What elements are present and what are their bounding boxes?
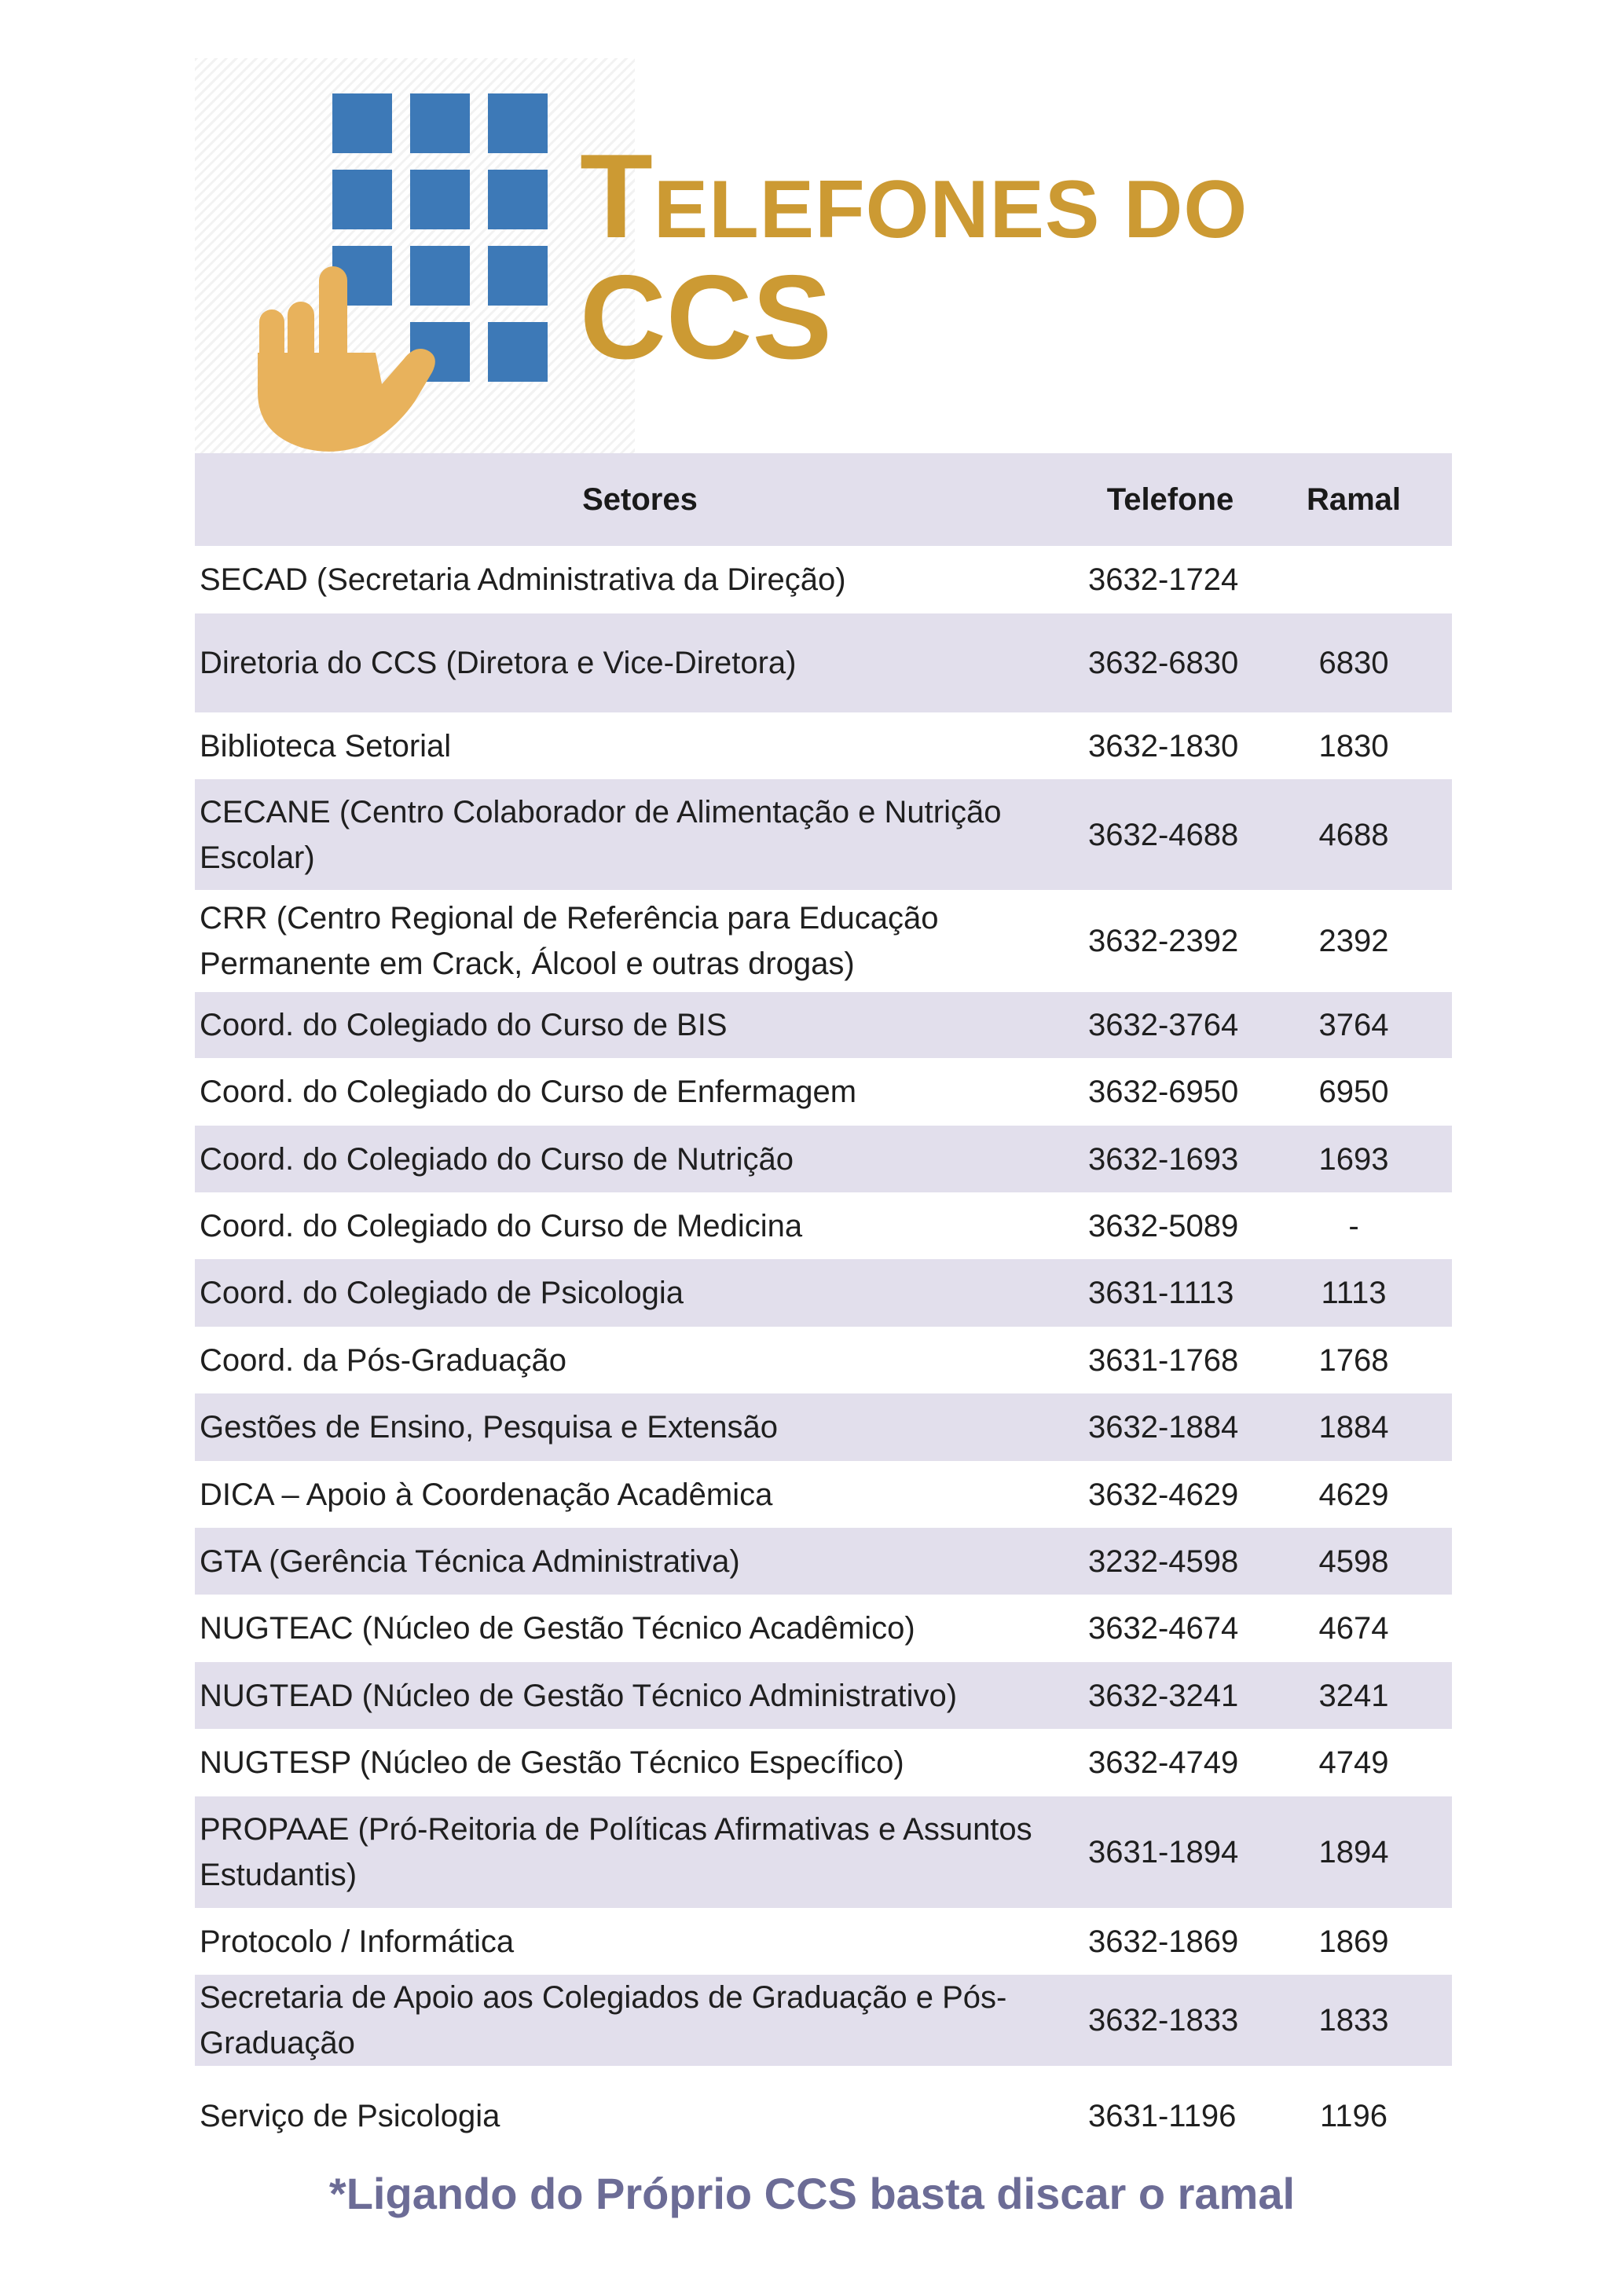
ramal-cell: 3764 bbox=[1256, 992, 1452, 1058]
ramal-cell: 6950 bbox=[1318, 1075, 1389, 1109]
setor-cell: PROPAAE (Pró-Reitoria de Políticas Afirmativas e Assuntos Estudantis) bbox=[195, 1796, 1085, 1908]
ramal-cell: 6830 bbox=[1256, 613, 1452, 712]
table-row bbox=[195, 1259, 1452, 1327]
title-initial: T bbox=[580, 130, 654, 263]
table-row bbox=[195, 546, 1452, 613]
setor-cell: Gestões de Ensino, Pesquisa e Extensão bbox=[195, 1393, 1085, 1461]
setor-cell: Coord. do Colegiado de Psicologia bbox=[195, 1259, 1085, 1327]
title-line-1 bbox=[580, 130, 1248, 263]
table-row bbox=[195, 1796, 1452, 1908]
ramal-cell: 4749 bbox=[1318, 1745, 1389, 1780]
ramal-cell: 1869 bbox=[1318, 1924, 1389, 1959]
telefone-cell: 3632-1869 bbox=[1088, 1924, 1239, 1959]
table-row bbox=[195, 1126, 1452, 1192]
table-row bbox=[195, 1327, 1452, 1393]
table-row bbox=[195, 779, 1452, 890]
setor-cell: Coord. do Colegiado do Curso de Nutrição bbox=[195, 1126, 1085, 1192]
table-row bbox=[195, 1975, 1452, 2066]
telefone-cell: 3632-4674 bbox=[1088, 1611, 1239, 1646]
telefone-cell: 3632-4749 bbox=[1088, 1745, 1239, 1780]
telefone-cell: 3631-1894 bbox=[1085, 1796, 1256, 1908]
setor-cell: NUGTEAC (Núcleo de Gestão Técnico Acadêmico) bbox=[200, 1611, 915, 1646]
table-row bbox=[195, 1192, 1452, 1259]
table-row bbox=[195, 1595, 1452, 1662]
setor-cell: Coord. da Pós-Graduação bbox=[200, 1342, 566, 1378]
setor-cell: CRR (Centro Regional de Referência para Educação Permanente em Crack, Álcool e outras drogas) bbox=[200, 901, 939, 981]
setor-cell: Biblioteca Setorial bbox=[200, 728, 452, 764]
ramal-cell: 2392 bbox=[1318, 924, 1389, 958]
ramal-cell: 1693 bbox=[1256, 1126, 1452, 1192]
ramal-cell: 4629 bbox=[1318, 1477, 1389, 1512]
setor-cell: Coord. do Colegiado do Curso de Medicina bbox=[200, 1208, 803, 1243]
setor-cell: Diretoria do CCS (Diretora e Vice-Diretora) bbox=[195, 613, 1085, 712]
page-title bbox=[580, 130, 1248, 384]
table-row bbox=[195, 1058, 1452, 1126]
ramal-cell: 1884 bbox=[1256, 1393, 1452, 1461]
telefone-cell: 3631-1768 bbox=[1088, 1342, 1239, 1378]
telefone-cell: 3632-1833 bbox=[1085, 1975, 1256, 2066]
telefone-cell: 3632-1830 bbox=[1088, 728, 1239, 764]
setor-cell: Serviço de Psicologia bbox=[200, 2098, 500, 2133]
table-row bbox=[195, 890, 1452, 992]
header-telefone: Telefone bbox=[1085, 453, 1256, 546]
table-row bbox=[195, 992, 1452, 1058]
setor-cell: SECAD (Secretaria Administrativa da Direção) bbox=[200, 562, 846, 597]
telefone-cell: 3631-1113 bbox=[1085, 1259, 1256, 1327]
telefone-cell: 3631-1196 bbox=[1088, 2098, 1237, 2133]
telefone-cell: 3632-5089 bbox=[1088, 1208, 1239, 1243]
table-row bbox=[195, 1729, 1452, 1796]
ramal-cell bbox=[1256, 546, 1452, 613]
table-row bbox=[195, 1461, 1452, 1528]
setor-cell: DICA – Apoio à Coordenação Acadêmica bbox=[200, 1477, 773, 1512]
ramal-cell: 3241 bbox=[1256, 1662, 1452, 1729]
ramal-cell: 4674 bbox=[1318, 1611, 1389, 1646]
setor-cell: Coord. do Colegiado do Curso de Enfermagem bbox=[200, 1075, 857, 1109]
telefone-cell: 3632-1724 bbox=[1088, 562, 1239, 597]
ramal-cell: - bbox=[1348, 1208, 1359, 1243]
telefone-cell: 3632-6830 bbox=[1085, 613, 1256, 712]
telefone-cell: 3632-4688 bbox=[1085, 779, 1256, 890]
table-row bbox=[195, 1393, 1452, 1461]
setor-cell: CECANE (Centro Colaborador de Alimentação e Nutrição Escolar) bbox=[195, 779, 1085, 890]
ramal-cell: 1196 bbox=[1319, 2098, 1388, 2133]
telefone-cell: 3632-4629 bbox=[1088, 1477, 1239, 1512]
title-line-1-rest: ELEFONES DO bbox=[653, 164, 1248, 255]
header bbox=[195, 58, 1452, 467]
header-ramal: Ramal bbox=[1256, 453, 1452, 546]
telefone-cell: 3232-4598 bbox=[1085, 1528, 1256, 1595]
pointing-hand-icon bbox=[258, 266, 438, 455]
phone-directory-table bbox=[195, 453, 1452, 2166]
header-setores: Setores bbox=[195, 453, 1085, 546]
ramal-cell: 1833 bbox=[1256, 1975, 1452, 2066]
telefone-cell: 3632-3764 bbox=[1085, 992, 1256, 1058]
telefone-cell: 3632-2392 bbox=[1088, 924, 1239, 958]
ramal-cell: 1113 bbox=[1256, 1259, 1452, 1327]
setor-cell: GTA (Gerência Técnica Administrativa) bbox=[195, 1528, 1085, 1595]
ramal-cell: 4688 bbox=[1256, 779, 1452, 890]
table-row bbox=[195, 2066, 1452, 2166]
table-row bbox=[195, 712, 1452, 779]
table-row bbox=[195, 613, 1452, 712]
telefone-cell: 3632-6950 bbox=[1088, 1075, 1239, 1109]
telefone-cell: 3632-1884 bbox=[1085, 1393, 1256, 1461]
setor-cell: Secretaria de Apoio aos Colegiados de Graduação e Pós-Graduação bbox=[195, 1975, 1085, 2066]
table-row bbox=[195, 1662, 1452, 1729]
title-line-2: CCS bbox=[580, 251, 832, 384]
telefone-cell: 3632-3241 bbox=[1085, 1662, 1256, 1729]
table-row bbox=[195, 1528, 1452, 1595]
ramal-cell: 4598 bbox=[1256, 1528, 1452, 1595]
setor-cell: NUGTEAD (Núcleo de Gestão Técnico Administrativo) bbox=[195, 1662, 1085, 1729]
ramal-cell: 1830 bbox=[1318, 728, 1389, 764]
setor-cell: Protocolo / Informática bbox=[200, 1924, 515, 1959]
footer-note: *Ligando do Próprio CCS basta discar o ramal bbox=[328, 2169, 1296, 2218]
table-row bbox=[195, 1908, 1452, 1975]
ramal-cell: 1894 bbox=[1256, 1796, 1452, 1908]
ramal-cell: 1768 bbox=[1318, 1342, 1389, 1378]
table-header-row bbox=[195, 453, 1452, 546]
setor-cell: NUGTESP (Núcleo de Gestão Técnico Específico) bbox=[200, 1745, 904, 1780]
setor-cell: Coord. do Colegiado do Curso de BIS bbox=[195, 992, 1085, 1058]
telefone-cell: 3632-1693 bbox=[1085, 1126, 1256, 1192]
